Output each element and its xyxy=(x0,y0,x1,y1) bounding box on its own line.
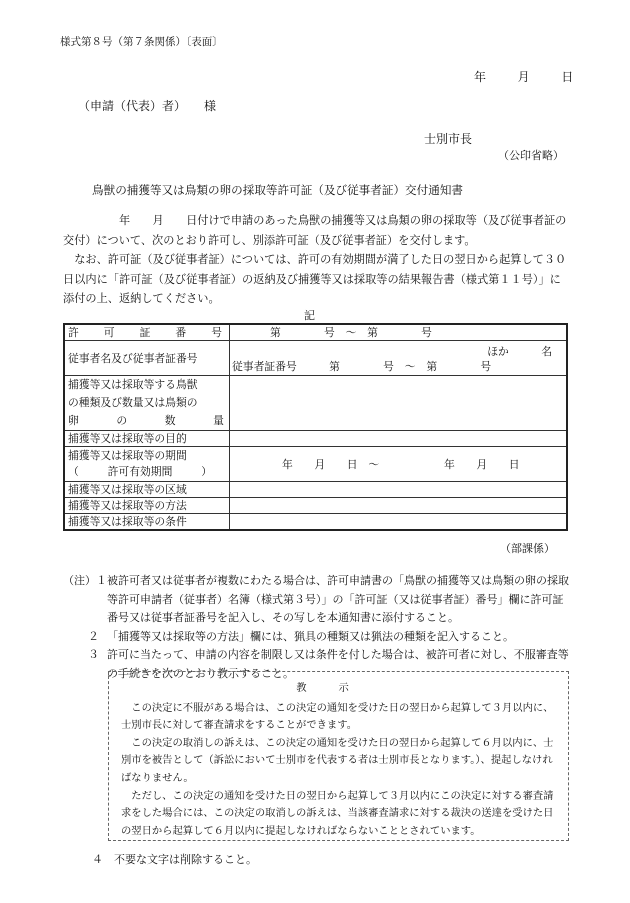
period-label: 捕獲等又は採取等の期間 （ 許可有効期間 ） xyxy=(64,447,230,482)
seal-note: （公印省略） xyxy=(498,149,564,162)
table-row xyxy=(64,431,567,447)
worker-hoka: ほか 名 xyxy=(487,345,552,358)
table-row xyxy=(64,482,567,498)
table-row xyxy=(64,376,567,431)
area-label: 捕獲等又は採取等の区域 xyxy=(64,482,230,498)
table-row xyxy=(64,341,567,376)
kyoji-paragraph-3: ただし、この決定の通知を受けた日の翌日から起算して３月以内にこの決定に対する審査請求をした場合には、この決定の取消しの訴えは、当該審査請求に対する裁決の送達を受けた日の翌日から起算して６月以内に提起しなければならないこととされています。 xyxy=(121,789,554,837)
note-4: ４ 不要な文字は削除すること。 xyxy=(92,853,257,866)
issuer: 士別市長 xyxy=(424,132,473,146)
condition-label: 捕獲等又は採取等の条件 xyxy=(64,514,230,531)
issue-date xyxy=(474,68,573,85)
condition-value xyxy=(230,514,568,531)
date-year: 年 xyxy=(474,70,487,84)
table-row xyxy=(64,514,567,531)
body-text xyxy=(63,211,571,309)
worker-label: 従事者名及び従事者証番号 xyxy=(64,341,230,376)
permit-table xyxy=(63,323,568,531)
form-number: 様式第８号（第７条関係）〔表面〕 xyxy=(60,36,223,48)
permit-number-value: 第 号 ～ 第 号 xyxy=(230,324,568,341)
method-value xyxy=(230,498,568,514)
table-row xyxy=(64,447,567,482)
notes xyxy=(63,572,573,683)
area-value xyxy=(230,482,568,498)
date-day: 日 xyxy=(561,70,574,84)
department: （部課係） xyxy=(500,542,555,555)
table-row xyxy=(64,498,567,514)
note-1: （注）１ 被許可者又は従事者が複数にわたる場合は、許可申請書の「鳥獣の捕獲等又は鳥類の卵の採取等許可申請者（従事者）名簿（様式第３号）」の「許可証（又は従事者証）番号」欄に許可証番号又は従事者証番号を記入し、その写しを本通知書に添付すること。 xyxy=(63,574,569,624)
body-paragraph-2: なお、許可証（及び従事者証）については、許可の有効期間が満了した日の翌日から起算して３０日以内に「許可証（及び従事者証）の返納及び捕獲等又は採取等の結果報告書（様式第１１号）」に添付の上、返納してください。 xyxy=(63,253,567,305)
worker-cert-number: 従事者証番号 第 号 ～ 第 号 xyxy=(232,360,492,373)
period-value: 年 月 日 ～ 年 月 日 xyxy=(230,447,568,482)
kyoji-box xyxy=(108,671,569,841)
note-2: ２ 「捕獲等又は採取等の方法」欄には、猟具の種類又は猟法の種類を記入すること。 xyxy=(88,629,514,643)
applicant-name: （申請（代表）者） 様 xyxy=(78,99,217,113)
date-month: 月 xyxy=(517,70,530,84)
method-label: 捕獲等又は採取等の方法 xyxy=(64,498,230,514)
species-label: 捕獲等又は採取等する鳥獣 の種類及び数量又は鳥類の 卵 の 数 量 xyxy=(64,376,230,431)
ki-heading: 記 xyxy=(304,309,315,322)
species-value xyxy=(230,376,568,431)
note-3: ３ 許可に当たって、申請の内容を制限し又は条件を付した場合は、被許可者に対し、不服審査等の手続きを次のとおり教示すること。 xyxy=(88,648,569,680)
table-row xyxy=(64,324,567,341)
kyoji-title: 教示 xyxy=(296,682,381,694)
worker-value xyxy=(230,341,568,376)
document-title: 鳥獣の捕獲等又は鳥類の卵の採取等許可証（及び従事者証）交付通知書 xyxy=(92,183,464,197)
purpose-label: 捕獲等又は採取等の目的 xyxy=(64,431,230,447)
purpose-value xyxy=(230,431,568,447)
kyoji-paragraph-1: この決定に不服がある場合は、この決定の通知を受けた日の翌日から起算して３月以内に、士別市長に対して審査請求をすることができます。 xyxy=(121,701,554,732)
kyoji-paragraph-2: この決定の取消しの訴えは、この決定の通知を受けた日の翌日から起算して６月以内に、士別市を被告として（訴訟において士別市を代表する者は士別市長となります。）、提起しなければなりません。 xyxy=(121,736,554,784)
body-paragraph-1: 年 月 日付けで申請のあった鳥獣の捕獲等又は鳥類の卵の採取等（及び従事者証の交付）について、次のとおり許可し、別添許可証（及び従事者証）を交付します。 xyxy=(63,214,567,247)
permit-number-label: 許 可 証 番 号 xyxy=(64,324,230,341)
